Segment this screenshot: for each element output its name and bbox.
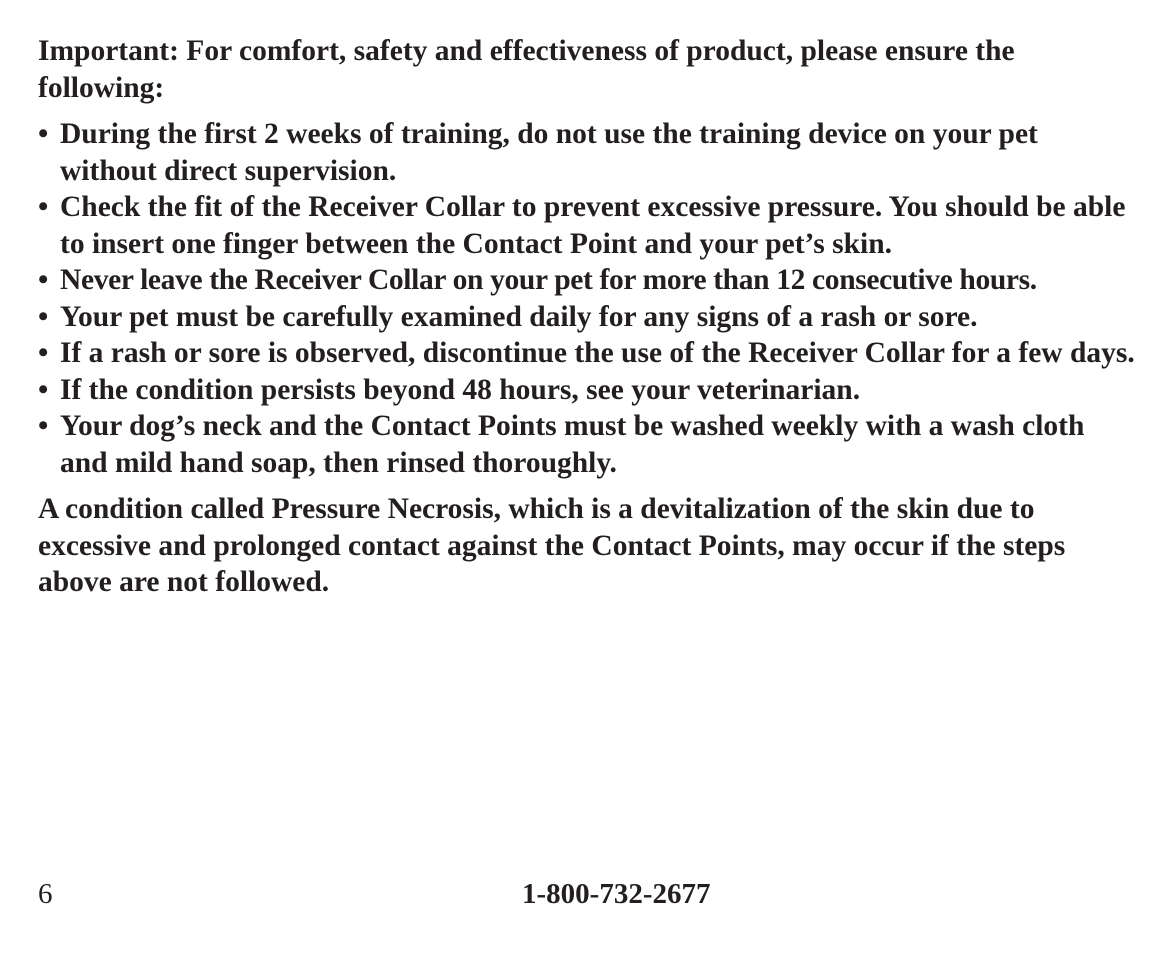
bullet-icon: • xyxy=(38,410,49,442)
bullet-icon: • xyxy=(38,264,49,296)
bullet-item xyxy=(38,299,1138,336)
bullet-item xyxy=(38,262,1138,299)
important-notice-intro: Important: For comfort, safety and effectiveness of product, please ensure the following: xyxy=(38,35,1015,104)
bullet-item xyxy=(38,189,1138,262)
bullet-item xyxy=(38,335,1138,372)
page-number: 6 xyxy=(38,878,53,910)
bullet-text: Check the fit of the Receiver Collar to prevent excessive pressure. You should be able to insert one finger between the Contact Point and your pet’s skin. xyxy=(60,191,1126,260)
bullet-icon: • xyxy=(38,337,49,369)
bullet-text: Never leave the Receiver Collar on your pet for more than 12 consecutive hours. xyxy=(60,264,1037,296)
bullet-text: During the first 2 weeks of training, do not use the training device on your pet without direct supervision. xyxy=(60,118,1038,187)
document-body xyxy=(38,33,1138,601)
bullet-icon: • xyxy=(38,300,49,333)
safety-bullet-list xyxy=(38,116,1138,481)
bullet-text: Your dog’s neck and the Contact Points must be washed weekly with a wash cloth and mild hand soap, then rinsed thoroughly. xyxy=(60,410,1085,479)
bullet-text: Your pet must be carefully examined daily for any signs of a rash or sore. xyxy=(60,300,978,333)
bullet-icon: • xyxy=(38,191,49,223)
bullet-icon: • xyxy=(38,373,49,406)
bullet-text: If a rash or sore is observed, discontinue the use of the Receiver Collar for a few days. xyxy=(60,337,1135,369)
bullet-icon: • xyxy=(38,118,49,150)
phone-number: 1-800-732-2677 xyxy=(522,878,711,910)
bullet-item xyxy=(38,372,1138,409)
bullet-item xyxy=(38,408,1138,481)
bullet-text: If the condition persists beyond 48 hours, see your veterinarian. xyxy=(60,373,861,406)
bullet-item xyxy=(38,116,1138,189)
pressure-necrosis-warning: A condition called Pressure Necrosis, which is a devitalization of the skin due to excessive and prolonged contact against the Contact Points, may occur if the steps above are not followed. xyxy=(38,493,1066,598)
